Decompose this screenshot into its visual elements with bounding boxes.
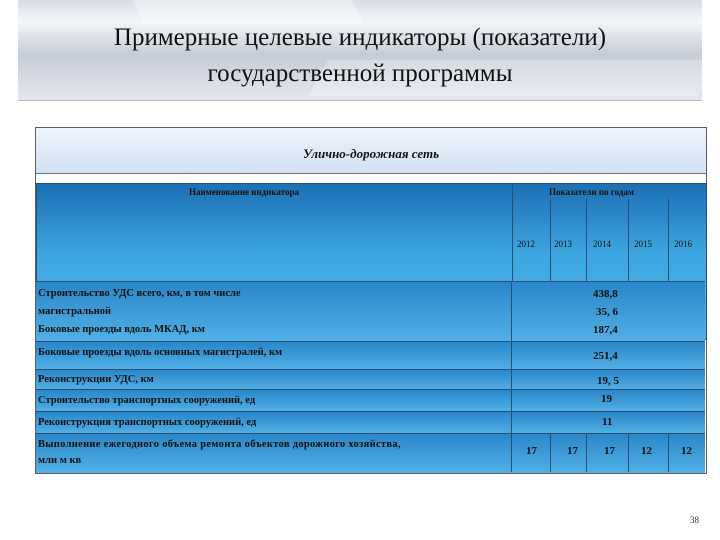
year-divider	[668, 433, 669, 472]
table-row	[36, 433, 705, 473]
indicator-name: магистральной	[38, 306, 112, 317]
section-header	[36, 128, 706, 174]
header-name-label: Наименование индикатора	[189, 187, 299, 197]
year-label: 2013	[554, 239, 572, 249]
indicator-name: Выполнение ежегодного объема ремонта объектов дорожного хозяйства,	[38, 439, 401, 450]
indicator-name: Боковые проезды вдоль МКАД, км	[38, 324, 205, 335]
year-divider	[550, 433, 551, 472]
indicator-value: 17	[526, 445, 537, 457]
year-divider	[628, 199, 629, 281]
indicator-value: 17	[567, 445, 578, 457]
indicator-name: Реконструкции УДС, км	[38, 374, 154, 385]
indicator-value: 19	[601, 393, 612, 405]
year-divider	[668, 199, 669, 281]
year-label: 2015	[634, 239, 652, 249]
year-divider	[586, 199, 587, 281]
indicator-value: 17	[604, 445, 615, 457]
title-line-1: Примерные целевые индикаторы (показатели)	[113, 24, 607, 51]
indicator-value: 12	[641, 445, 652, 457]
title-line-2: государственной программы	[207, 60, 513, 87]
indicator-value: 19, 5	[597, 375, 619, 387]
year-divider	[550, 199, 551, 281]
year-label: 2016	[674, 239, 692, 249]
indicator-name: Строительство транспортных сооружений, ед	[38, 395, 256, 406]
year-divider	[628, 433, 629, 472]
name-value-divider	[511, 281, 512, 472]
indicator-value: 187,4	[593, 324, 618, 336]
table-row	[36, 389, 705, 412]
table-row	[36, 341, 705, 370]
indicator-table	[35, 127, 707, 474]
year-label: 2012	[517, 239, 535, 249]
year-divider	[586, 433, 587, 472]
indicator-value: 12	[681, 445, 692, 457]
page-number: 38	[690, 515, 699, 525]
indicator-value: 35, 6	[596, 306, 618, 318]
year-label: 2014	[593, 239, 611, 249]
table-row	[36, 411, 705, 434]
indicator-value: 11	[602, 416, 613, 428]
indicator-name: Реконструкция транспортных сооружений, ед	[38, 417, 257, 428]
table-row	[36, 369, 705, 390]
indicator-name: Строительство УДС всего, км, в том числе	[38, 288, 241, 299]
indicator-name: Боковые проезды вдоль основных магистралей, км	[38, 347, 283, 358]
section-title: Улично-дорожная сеть	[302, 146, 440, 161]
table-row	[36, 281, 705, 342]
header-years-label: Показатели по годам	[549, 187, 635, 197]
indicator-value: 251,4	[593, 350, 618, 362]
indicator-name: млн м кв	[38, 455, 82, 466]
indicator-value: 438,8	[593, 288, 618, 300]
slide-title	[18, 20, 702, 92]
